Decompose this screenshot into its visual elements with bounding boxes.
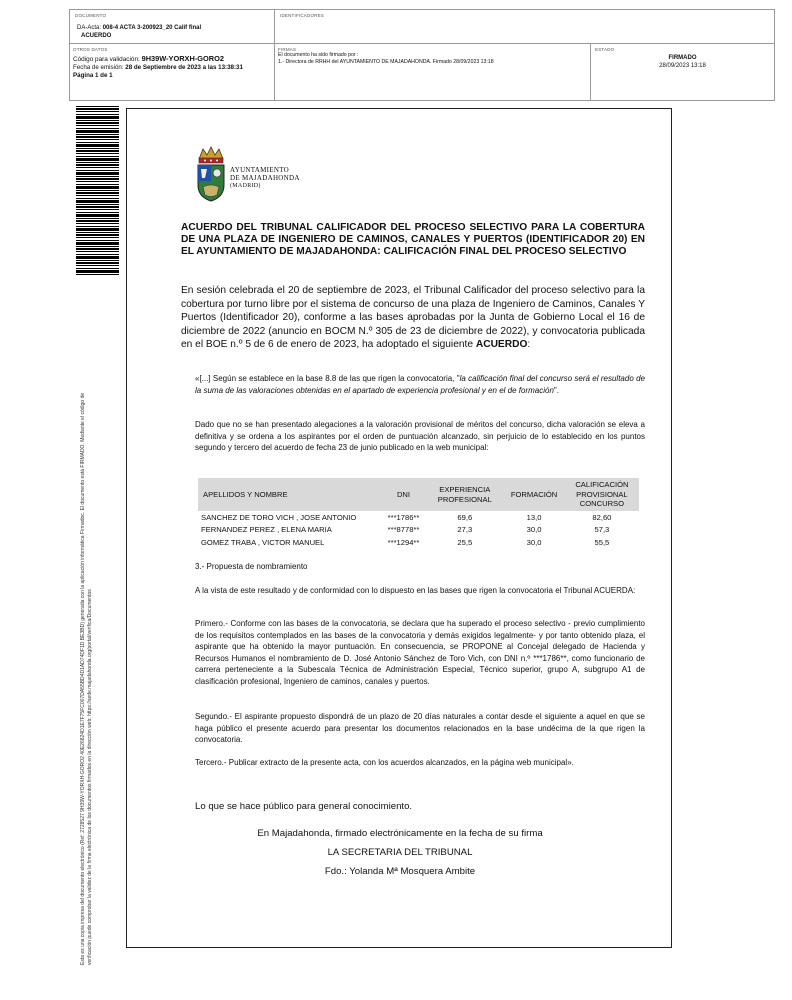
verification-side-text — [80, 295, 94, 965]
primero-paragraph: Primero.- Conforme con las bases de la convocatoria, se declara que ha superado el proceso selectivo - previo cumplimiento de los requisitos contemplados en las bases de la convocatoria y demás exigidos legalmente- y por tanto obtenido plaza, el aspirante que ha obtenido la mayor puntuación. En consecuencia, se PROPONE al Concejal delegado de Hacienda y Recursos Humanos el nombramiento de D. José Antonio Sánchez de Toro Vich, con DNI n.º ***1786**, como funcionario de carrera perteneciente a la Subescala Técnica de Administración Especial, Técnico superior, grupo A, subgrupo A1 de clasificación profesional, Ingeniero de caminos, canales y puertos. — [195, 619, 645, 686]
cell-dni: ***1786** — [387, 512, 420, 522]
estado-value: FIRMADO — [668, 55, 697, 61]
logo-line3: (MADRID) — [230, 183, 261, 189]
codigo-prefix: Código para validación: — [73, 56, 142, 63]
cell-experiencia: 27,3 — [457, 525, 473, 535]
vista-paragraph: A la vista de este resultado y de conformidad con lo dispuesto en las bases que rigen la convocatoria el Tribunal ACUERDA: — [195, 586, 636, 595]
intro-text: En sesión celebrada el 20 de septiembre de 2023, el Tribunal Calificador del proceso selectivo para la cobertura por turno libre por el sistema de concurso de una plaza de Ingeniero de Caminos, Canales Y Puertos (Identificador 20), conforme a las bases aprobadas por la Junta de Gobierno Local el 16 de diciembre de 2022 (anuncio en BOCM N.º 305 de 23 de diciembre de 2022), y convocatoria publicada en el BOE n.º 5 de 6 de enero de 2023, ha adoptado el siguiente — [181, 285, 645, 351]
table-row — [198, 536, 639, 549]
firmas-label: FIRMAS — [278, 47, 297, 52]
table-row — [198, 524, 639, 537]
barcode — [76, 106, 119, 276]
tercero-paragraph: Tercero.- Publicar extracto de la presente acta, con los acuerdos alcanzados, en la página web municipal». — [195, 758, 574, 767]
quote-end: ". — [553, 385, 559, 395]
logo-line1: AYUNTAMIENTO — [230, 166, 290, 174]
documento-type: ACUERDO — [81, 33, 112, 39]
dado-paragraph: Dado que no se han presentado alegaciones a la valoración provisional de méritos del concurso, dicha valoración se eleva a definitiva y se ordena a los aspirantes por el orden de puntuación alcanzado, sin perjuicio de lo establecido en los puntos segundo y tercero del acuerdo de fecha 23 de junio publicado en la web municipal: — [195, 420, 645, 452]
estado-cell — [591, 44, 774, 100]
document-sheet — [126, 108, 672, 948]
cell-formacion: 30,0 — [526, 537, 542, 547]
cell-calificacion: 57,3 — [594, 525, 610, 535]
cell-nombre: FERNANDEZ PEREZ , ELENA MARIA — [201, 525, 332, 535]
identificadores-cell — [275, 10, 774, 44]
table-header-row — [198, 478, 639, 511]
section-3-heading: 3.- Propuesta de nombramiento — [195, 562, 308, 571]
cell-nombre: GOMEZ TRABA , VICTOR MANUEL — [201, 537, 325, 547]
intro-acuerdo: ACUERDO — [475, 339, 528, 351]
col-header-formacion: FORMACIÓN — [503, 478, 564, 511]
estado-fecha: 28/09/2023 13:18 — [659, 63, 706, 69]
coat-of-arms-icon — [195, 145, 227, 203]
otros-cell — [70, 44, 275, 100]
cell-nombre: SANCHEZ DE TORO VICH , JOSE ANTONIO — [201, 512, 357, 522]
codigo-validacion: 9H39W-YORXH-GORO2 — [141, 54, 224, 63]
fecha-emision: 28 de Septiembre de 2023 a las 13:38:31 — [125, 64, 243, 71]
logo-text — [230, 166, 300, 190]
documento-title: 008-4 ACTA 3-200923_20 Calif final — [102, 25, 202, 31]
lo-que-paragraph: Lo que se hace público para general conocimiento. — [195, 801, 413, 812]
cell-experiencia: 69,6 — [457, 512, 473, 522]
documento-prefix: DA-Acta: — [77, 25, 103, 31]
col-header-experiencia: EXPERIENCIA PROFESIONAL — [426, 478, 503, 511]
col-header-nombre: APELLIDOS Y NOMBRE — [198, 478, 381, 511]
documento-cell — [70, 10, 275, 44]
cell-formacion: 13,0 — [526, 512, 542, 522]
identificadores-label: IDENTIFICADORES — [280, 13, 325, 18]
signature-line2: LA SECRETARIA DEL TRIBUNAL — [327, 847, 473, 858]
side-text-line2: verificación puede comprobar la validez de la firma electrónica de los documentos firmados en la dirección web: https://sede.majadahonda.org/portal/verifica/Documentos — [87, 589, 93, 965]
document-header — [69, 9, 775, 101]
cell-calificacion: 82,60 — [592, 512, 612, 522]
cell-calificacion: 55,5 — [594, 537, 610, 547]
cell-dni: ***1294** — [387, 537, 420, 547]
cell-experiencia: 25,5 — [457, 537, 473, 547]
signature-line1: En Majadahonda, firmado electrónicamente en la fecha de su firma — [257, 828, 543, 839]
firmas-line1: El documento ha sido firmado por : — [278, 52, 359, 58]
quote-paragraph — [195, 373, 645, 396]
fecha-prefix: Fecha de emisión: — [73, 64, 126, 71]
documento-label: DOCUMENTO — [75, 13, 107, 18]
intro-end: : — [527, 339, 531, 351]
results-table — [198, 478, 639, 549]
pagina-info: Página 1 de 1 — [73, 72, 113, 79]
side-text-line1: Esta es una copia impresa del documento electrónico (Ref: 2728527 9H39W-YORXH-GORO2 40E26824D1E7F75FC007DA55BD4D1AD74DF1D BE3BD) generada con la aplicación informática Firmadoc. El documento está FIRMADO. Mediante el código de — [80, 392, 86, 965]
signature-line3: Fdo.: Yolanda Mª Mosquera Ambite — [324, 866, 476, 877]
firmas-line2: 1.- Directora de RRHH del AYUNTAMIENTO DE MAJADAHONDA. Firmado 28/09/2023 13:18 — [278, 59, 494, 65]
document-title: ACUERDO DEL TRIBUNAL CALIFICADOR DEL PROCESO SELECTIVO PARA LA COBERTURA DE UNA PLAZA DE INGENIERO DE CAMINOS, CANALES Y PUERTOS (IDENTIFICADOR 20) EN EL AYUNTAMIENTO DE MAJADAHONDA: CALIFICACIÓN FINAL DEL PROCESO SELECTIVO — [181, 222, 645, 257]
otros-label: OTROS DATOS — [73, 47, 108, 52]
firmas-cell — [275, 44, 591, 100]
col-header-calificacion: CALIFICACIÓN PROVISIONAL CONCURSO — [565, 478, 639, 511]
intro-paragraph — [181, 284, 645, 352]
quote-start: «[...] Según se establece en la base 8.8 de las que rigen la convocatoria, " — [195, 374, 460, 383]
segundo-paragraph: Segundo.- El aspirante propuesto dispondrá de un plazo de 20 días naturales a contar desde el siguiente a aquel en que se haga público el presente acuerdo para presentar los documentos relacionados en la base undécima de la que rigen la convocatoria. — [195, 712, 645, 744]
logo-line2: DE MAJADAHONDA — [230, 174, 300, 182]
table-row — [198, 511, 639, 524]
cell-formacion: 30,0 — [526, 525, 542, 535]
estado-label: ESTADO — [595, 47, 615, 52]
col-header-dni: DNI — [381, 478, 427, 511]
quote-italic: la calificación final del concurso será el resultado de la suma de las valoraciones obtenidas en el apartado de experiencia profesional y en el de formación — [195, 374, 646, 395]
cell-dni: ***8778** — [387, 525, 420, 535]
